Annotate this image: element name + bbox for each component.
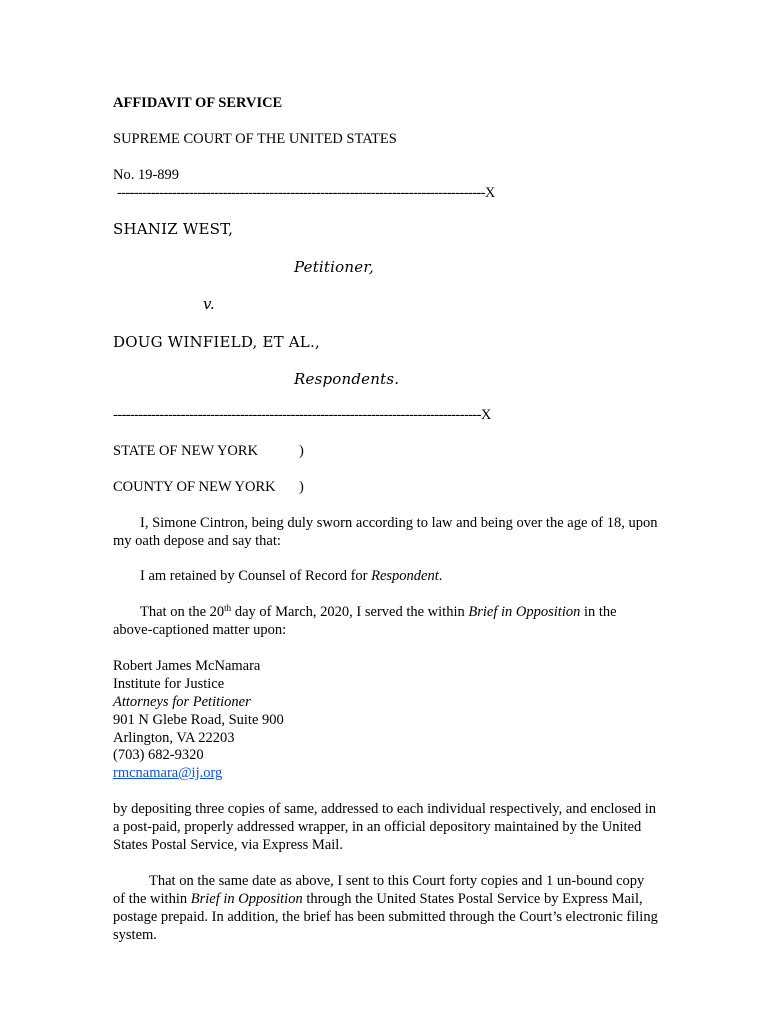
paragraph-served-a: That on the 20 [140,604,225,620]
versus: v. [203,295,215,313]
paragraph-court-copies-b: through the United States Postal Service by Express Mail, postage prepaid. In addition, the brief has been submitted through the Court’s electronic filing system. [113,891,658,943]
service-org: Institute for Justice [113,676,225,692]
paragraph-retained-text: I am retained by Counsel of Record for [140,568,372,584]
service-email-link[interactable]: rmcnamara@ij.org [113,765,223,781]
paragraph-deposit: by depositing three copies of same, addressed to each individual respectively, and enclosed in a post-paid, properly addressed wrapper, in an official depository maintained by the United States Postal Service, via Express Mail. [113,801,657,853]
venue-county: COUNTY OF NEW YORK [113,479,276,495]
petitioner-name: SHANIZ WEST, [113,220,234,238]
respondent-ref: Respondent [371,568,439,584]
service-street: 901 N Glebe Road, Suite 900 [113,712,284,728]
paragraph-served [113,603,658,639]
paragraph-served-c: in the above-captioned matter upon: [113,604,617,638]
venue-state-paren: ) [299,443,304,459]
paragraph-served-b: day of March, 2020, I served the within [231,604,469,620]
paragraph-retained [113,567,658,585]
document-title: AFFIDAVIT OF SERVICE [113,95,283,111]
divider-bottom: ---------------------------------------------------------------------------------------X [113,407,491,423]
paragraph-court-copies-a: That on the same date as above, I sent to this Court forty copies and 1 un-bound copy of the within [113,873,645,907]
brief-title-2: Brief in Opposition [190,891,303,907]
paragraph-retained-end: . [438,568,443,584]
divider-top: ---------------------------------------------------------------------------------------X [117,185,495,201]
respondent-name: DOUG WINFIELD, ET AL., [113,333,320,351]
brief-title: Brief in Opposition [468,604,581,620]
petitioner-role: Petitioner, [294,258,375,276]
service-name: Robert James McNamara [113,658,261,674]
respondent-role: Respondents. [294,370,400,388]
ordinal-suffix: th [224,603,232,613]
paragraph-court-copies [113,872,658,944]
service-phone: (703) 682-9320 [113,747,204,763]
court-name: SUPREME COURT OF THE UNITED STATES [113,131,397,147]
service-city: Arlington, VA 22203 [113,730,235,746]
venue-county-paren: ) [299,479,304,495]
service-role: Attorneys for Petitioner [113,694,251,710]
venue-state: STATE OF NEW YORK [113,443,259,459]
case-number: No. 19-899 [113,167,180,183]
paragraph-oath: I, Simone Cintron, being duly sworn according to law and being over the age of 18, upon my oath depose and say that: [113,515,658,549]
